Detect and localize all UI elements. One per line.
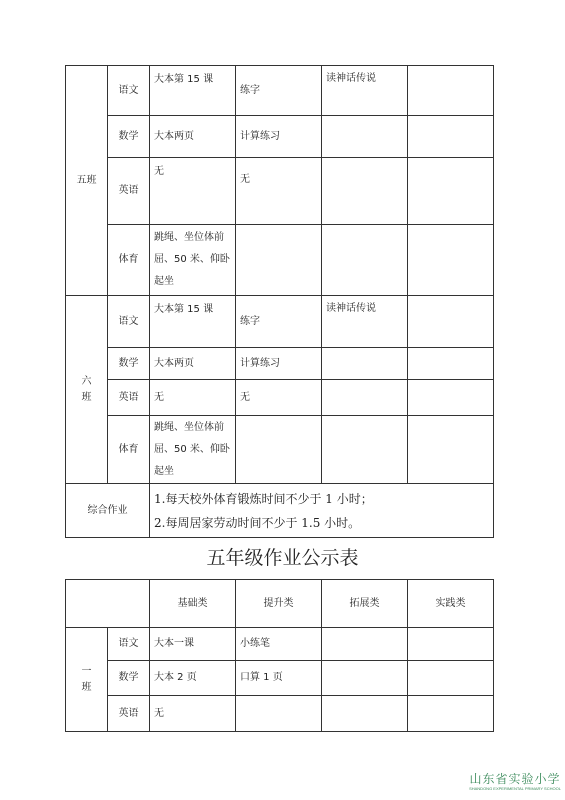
- extend-cell: [322, 628, 408, 661]
- header-row: [66, 580, 494, 628]
- subject-cell: 体育: [108, 225, 150, 296]
- basic-cell: 大本一课: [150, 628, 236, 661]
- practice-cell: [408, 66, 494, 116]
- table-row: [66, 66, 494, 116]
- improve-cell: 无: [236, 158, 322, 225]
- basic-cell: 大本两页: [150, 348, 236, 380]
- class-label: [66, 628, 108, 732]
- practice-cell: [408, 661, 494, 696]
- general-content: [150, 484, 494, 538]
- improve-cell: 小练笔: [236, 628, 322, 661]
- extend-cell: [322, 225, 408, 296]
- subject-cell: 语文: [108, 628, 150, 661]
- school-logo-english: SHANDONG EXPERIMENTAL PRIMARY SCHOOL: [469, 786, 561, 791]
- subject-cell: 体育: [108, 416, 150, 484]
- class-label-line2: 班: [81, 681, 92, 693]
- general-line2: 2.每周居家劳动时间不少于 1.5 小时。: [154, 515, 361, 530]
- table-row: [66, 484, 494, 538]
- table-row: [66, 296, 494, 348]
- subject-cell: 语文: [108, 296, 150, 348]
- table-row: [66, 116, 494, 158]
- basic-cell: 大本两页: [150, 116, 236, 158]
- extend-cell: 读神话传说: [322, 66, 408, 116]
- subject-cell: 语文: [108, 66, 150, 116]
- improve-cell: 口算 1 页: [236, 661, 322, 696]
- extend-cell: [322, 661, 408, 696]
- header-extend: 拓展类: [322, 580, 408, 628]
- improve-cell: 计算练习: [236, 348, 322, 380]
- class-label-line2: 班: [81, 391, 92, 403]
- improve-cell: 无: [236, 380, 322, 416]
- header-blank: [66, 580, 150, 628]
- school-logo-name: 山东省实验小学: [469, 772, 561, 786]
- extend-cell: [322, 380, 408, 416]
- table-row: [66, 628, 494, 661]
- table-row: [66, 416, 494, 484]
- table-row: [66, 225, 494, 296]
- practice-cell: [408, 416, 494, 484]
- table-row: [66, 158, 494, 225]
- improve-cell: [236, 416, 322, 484]
- practice-cell: [408, 696, 494, 732]
- practice-cell: [408, 116, 494, 158]
- page-title: 五年级作业公示表: [206, 547, 359, 569]
- subject-cell: 数学: [108, 661, 150, 696]
- improve-cell: [236, 225, 322, 296]
- improve-cell: 练字: [236, 66, 322, 116]
- subject-cell: 数学: [108, 348, 150, 380]
- table-row: [66, 696, 494, 732]
- practice-cell: [408, 225, 494, 296]
- improve-cell: [236, 696, 322, 732]
- class-label-line1: 一: [81, 665, 92, 677]
- general-label: 综合作业: [66, 484, 150, 538]
- class-label-line1: 六: [81, 375, 92, 387]
- header-improve: 提升类: [236, 580, 322, 628]
- improve-cell: 计算练习: [236, 116, 322, 158]
- subject-cell: 数学: [108, 116, 150, 158]
- practice-cell: [408, 296, 494, 348]
- class-label: [66, 296, 108, 484]
- basic-cell: 无: [150, 696, 236, 732]
- extend-cell: [322, 348, 408, 380]
- basic-cell: 无: [150, 380, 236, 416]
- extend-cell: [322, 116, 408, 158]
- homework-table: [65, 579, 494, 732]
- basic-cell: 跳绳、坐位体前屈、50 米、仰卧起坐: [150, 416, 236, 484]
- table-row: [66, 348, 494, 380]
- header-basic: 基础类: [150, 580, 236, 628]
- basic-cell: 大本第 15 课: [150, 296, 236, 348]
- improve-cell: 练字: [236, 296, 322, 348]
- subject-cell: 英语: [108, 380, 150, 416]
- general-line1: 1.每天校外体育锻炼时间不少于 1 小时；: [154, 491, 373, 506]
- practice-cell: [408, 628, 494, 661]
- extend-cell: [322, 696, 408, 732]
- extend-cell: [322, 158, 408, 225]
- basic-cell: 大本第 15 课: [150, 66, 236, 116]
- header-practice: 实践类: [408, 580, 494, 628]
- school-logo: [468, 772, 562, 792]
- homework-table-continued: [65, 65, 494, 538]
- subject-cell: 英语: [108, 696, 150, 732]
- practice-cell: [408, 348, 494, 380]
- basic-cell: 跳绳、坐位体前屈、50 米、仰卧起坐: [150, 225, 236, 296]
- practice-cell: [408, 380, 494, 416]
- extend-cell: [322, 416, 408, 484]
- basic-cell: 大本 2 页: [150, 661, 236, 696]
- basic-cell: 无: [150, 158, 236, 225]
- practice-cell: [408, 158, 494, 225]
- class-label: 五班: [66, 66, 108, 296]
- extend-cell: 读神话传说: [322, 296, 408, 348]
- table-row: [66, 380, 494, 416]
- subject-cell: 英语: [108, 158, 150, 225]
- table-row: [66, 661, 494, 696]
